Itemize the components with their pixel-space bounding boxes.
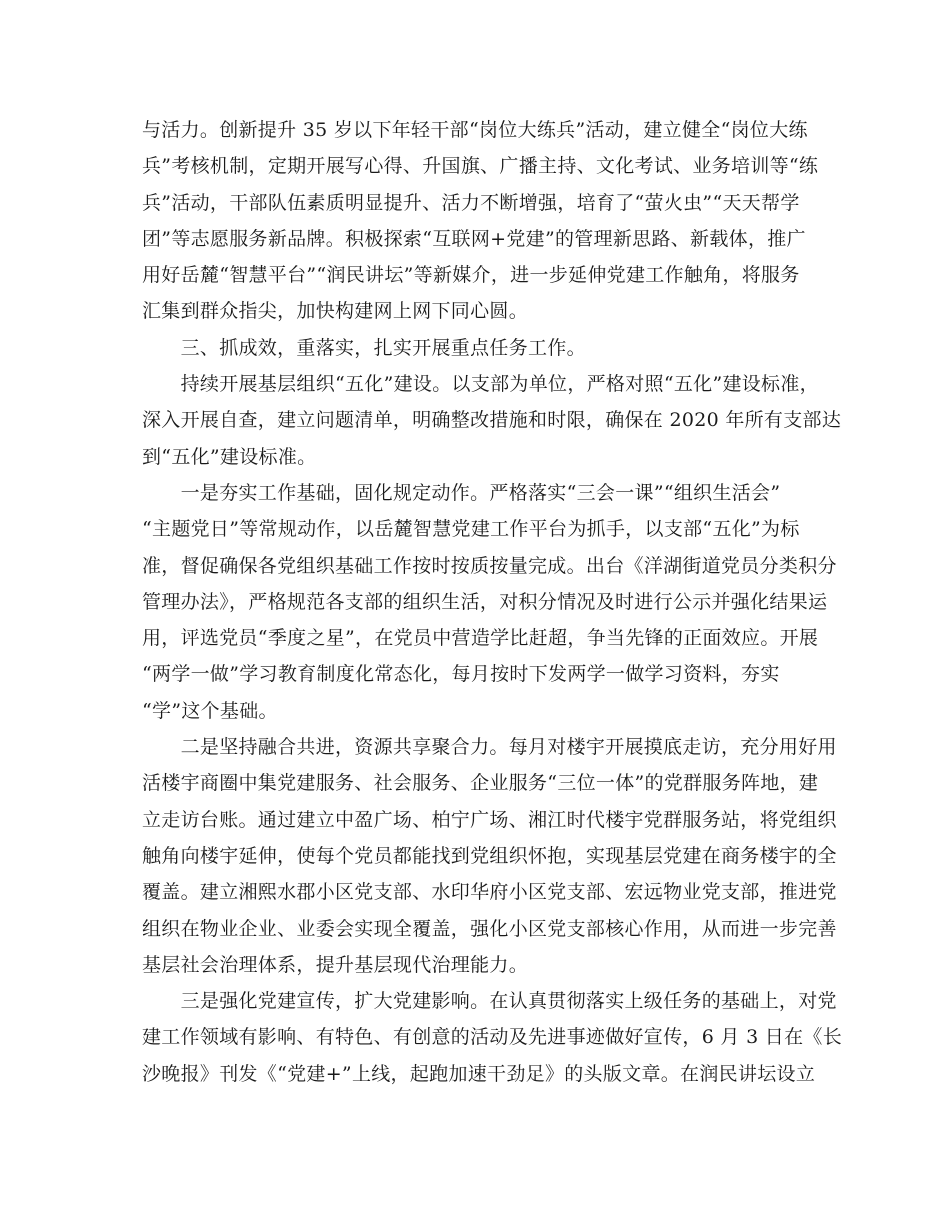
text-line: 二是坚持融合共进，资源共享聚合力。每月对楼宇开展摸底走访，充分用好用 (142, 736, 837, 759)
text-line: 管理办法》，严格规范各支部的组织生活，对积分情况及时进行公示并强化结果运 (142, 590, 828, 613)
text-line: 到“五化”建设标准。 (142, 445, 317, 468)
text-line: 触角向楼宇延伸，使每个党员都能找到党组织怀抱，实现基层党建在商务楼宇的全 (142, 844, 837, 867)
text-line: 基层社会治理体系，提升基层现代治理能力。 (142, 953, 529, 976)
text-line: “主题党日”等常规动作，以岳麓智慧党建工作平台为抓手，以支部“五化”为标 (142, 518, 800, 541)
text-line: 组织在物业企业、业委会实现全覆盖，强化小区党支部核心作用，从而进一步完善 (142, 917, 837, 940)
text-line: 深入开展自查，建立问题清单，明确整改措施和时限，确保在 2020 年所有支部达 (142, 409, 842, 432)
text-line: 用，评选党员“季度之星”，在党员中营造学比赶超，争当先锋的正面效应。开展 (142, 627, 819, 650)
text-line: 团”等志愿服务新品牌。积极探索“互联网+党建”的管理新思路、新载体，推广 (142, 227, 806, 250)
text-line: 用好岳麓“智慧平台”“润民讲坛”等新媒介，进一步延伸党建工作触角，将服务 (142, 264, 800, 287)
section-heading: 三、抓成效，重落实，扎实开展重点任务工作。 (142, 336, 586, 359)
text-line: 兵”活动，干部队伍素质明显提升、活力不断增强，培育了“萤火虫”“天天帮学 (142, 191, 800, 214)
text-line: 与活力。创新提升 35 岁以下年轻干部“岗位大练兵”活动，建立健全“岗位大练 (142, 119, 808, 141)
text-line: “两学一做”学习教育制度化常态化，每月按时下发两学一做学习资料，夯实 (142, 663, 780, 686)
text-line: 三是强化党建宣传，扩大党建影响。在认真贯彻落实上级任务的基础上，对党 (142, 990, 837, 1013)
text-line: 立走访台账。通过建立中盈广场、柏宁广场、湘江时代楼宇党群服务站，将党组织 (142, 808, 837, 831)
text-line: “学”这个基础。 (142, 699, 278, 722)
text-line: 覆盖。建立湘熙水郡小区党支部、水印华府小区党支部、宏远物业党支部，推进党 (142, 881, 837, 904)
document-body (142, 112, 842, 1092)
text-line: 建工作领域有影响、有特色、有创意的活动及先进事迹做好宣传，6 月 3 日在《长 (142, 1026, 842, 1049)
text-line: 沙晚报》刊发《“党建+”上线，起跑加速干劲足》的头版文章。在润民讲坛设立 (142, 1062, 816, 1085)
text-line: 兵”考核机制，定期开展写心得、升国旗、广播主持、文化考试、业务培训等“练 (142, 155, 819, 178)
text-line: 一是夯实工作基础，固化规定动作。严格落实“三会一课”“组织生活会” (142, 481, 781, 504)
text-line: 汇集到群众指尖，加快构建网上网下同心圆。 (142, 300, 529, 323)
text-line: 准，督促确保各党组织基础工作按时按质按量完成。出台《洋湖街道党员分类积分 (142, 554, 837, 577)
text-line: 持续开展基层组织“五化”建设。以支部为单位，严格对照“五化”建设标准， (142, 373, 819, 396)
text-line: 活楼宇商圈中集党建服务、社会服务、企业服务“三位一体”的党群服务阵地，建 (142, 772, 819, 795)
